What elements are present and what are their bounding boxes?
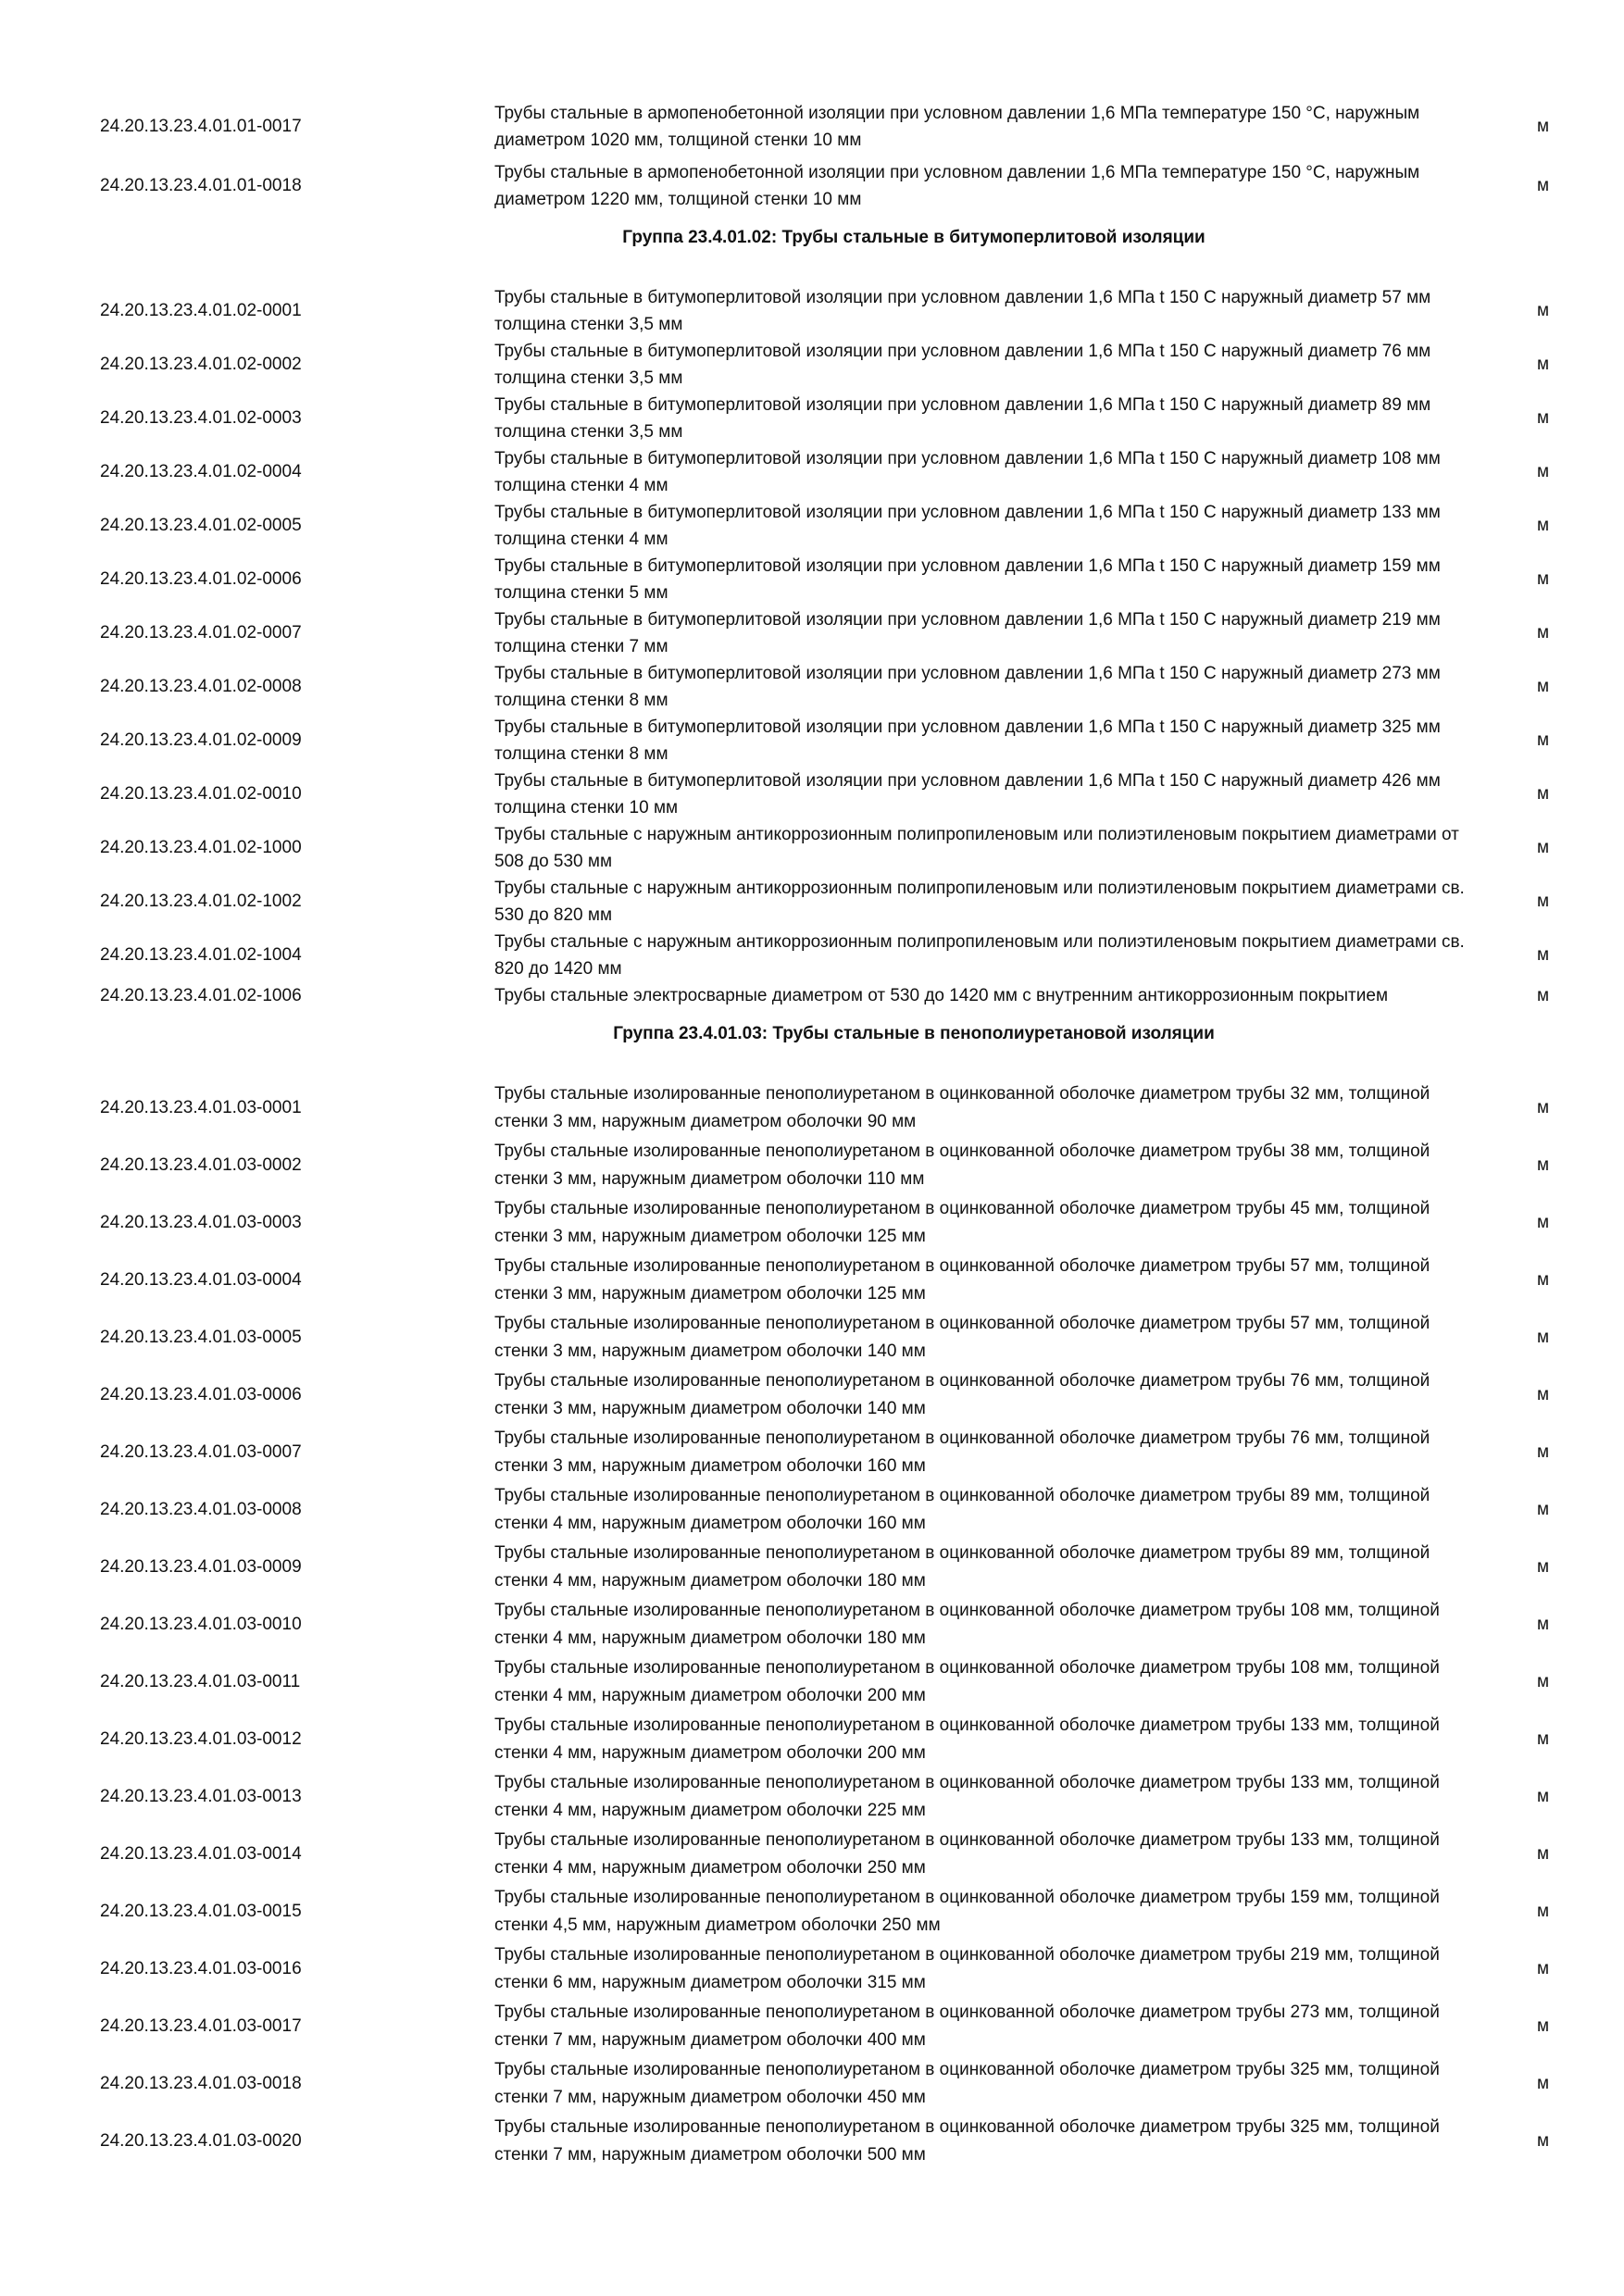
- resource-code: 24.20.13.23.4.01.03-0005: [100, 1327, 302, 1347]
- resource-description: Трубы стальные изолированные пенополиуретаном в оцинкованной оболочке диаметром трубы 219 мм, толщиной стенки 6 мм, наружным диаметром оболочки 315 мм: [494, 1945, 1440, 1992]
- resource-description: Трубы стальные в битумоперлитовой изоляции при условном давлении 1,6 МПа t 150 С наружный диаметр 89 мм толщина стенки 3,5 мм: [494, 395, 1431, 442]
- table-row: [0, 606, 1624, 660]
- table-row: [0, 767, 1624, 821]
- unit-of-measure: м: [1537, 2130, 1550, 2151]
- resource-description: Трубы стальные в армопенобетонной изоляции при условном давлении 1,6 МПа температуре 150 °С, наружным диаметром 1020 мм, толщиной стенки 10 мм: [494, 104, 1420, 150]
- resource-description: Трубы стальные с наружным антикоррозионным полипропиленовым или полиэтиленовым покрытием диаметрами от 508 до 530 мм: [494, 825, 1459, 871]
- section-bitumen-perlite: [0, 284, 1624, 1009]
- table-row: [0, 100, 1624, 154]
- group-heading-bitumen-perlite: Группа 23.4.01.02: Трубы стальные в битумоперлитовой изоляции: [622, 228, 1206, 247]
- resource-code: 24.20.13.23.4.01.03-0018: [100, 2073, 302, 2093]
- resource-description: Трубы стальные в битумоперлитовой изоляции при условном давлении 1,6 МПа t 150 С наружный диаметр 133 мм толщина стенки 4 мм: [494, 503, 1441, 549]
- resource-code: 24.20.13.23.4.01.03-0003: [100, 1212, 302, 1232]
- unit-of-measure: м: [1537, 2073, 1550, 2093]
- unit-of-measure: м: [1537, 945, 1550, 965]
- resource-description: Трубы стальные в битумоперлитовой изоляции при условном давлении 1,6 МПа t 150 С наружный диаметр 108 мм толщина стенки 4 мм: [494, 449, 1441, 495]
- resource-description: Трубы стальные электросварные диаметром от 530 до 1420 мм с внутренним антикоррозионным покрытием: [494, 986, 1389, 1005]
- resource-description: Трубы стальные изолированные пенополиуретаном в оцинкованной оболочке диаметром трубы 76 мм, толщиной стенки 3 мм, наружным диаметром оболочки 140 мм: [494, 1371, 1430, 1418]
- table-row: [0, 1138, 1624, 1192]
- unit-of-measure: м: [1537, 892, 1550, 911]
- table-row: [0, 1080, 1624, 1135]
- table-row: [0, 1712, 1624, 1766]
- unit-of-measure: м: [1537, 1499, 1550, 1519]
- resource-code: 24.20.13.23.4.01.02-1006: [100, 985, 302, 1005]
- table-row: [0, 875, 1624, 929]
- unit-of-measure: м: [1537, 1384, 1550, 1404]
- unit-of-measure: м: [1537, 784, 1550, 804]
- resource-description: Трубы стальные изолированные пенополиуретаном в оцинкованной оболочке диаметром трубы 273 мм, толщиной стенки 7 мм, наружным диаметром оболочки 400 мм: [494, 2003, 1440, 2050]
- unit-of-measure: м: [1537, 569, 1550, 589]
- resource-code: 24.20.13.23.4.01.02-0005: [100, 516, 302, 535]
- table-row: [0, 982, 1624, 1009]
- resource-code: 24.20.13.23.4.01.02-0004: [100, 462, 302, 481]
- unit-of-measure: м: [1537, 1269, 1550, 1290]
- table-row: [0, 1195, 1624, 1250]
- resource-description: Трубы стальные изолированные пенополиуретаном в оцинкованной оболочке диаметром трубы 108 мм, толщиной стенки 4 мм, наружным диаметром оболочки 180 мм: [494, 1601, 1440, 1648]
- unit-of-measure: м: [1537, 516, 1550, 535]
- resource-description: Трубы стальные изолированные пенополиуретаном в оцинкованной оболочке диаметром трубы 108 мм, толщиной стенки 4 мм, наружным диаметром оболочки 200 мм: [494, 1658, 1440, 1705]
- resource-description: Трубы стальные в битумоперлитовой изоляции при условном давлении 1,6 МПа t 150 С наружный диаметр 325 мм толщина стенки 8 мм: [494, 718, 1441, 764]
- resource-description: Трубы стальные изолированные пенополиуретаном в оцинкованной оболочке диаметром трубы 38 мм, толщиной стенки 3 мм, наружным диаметром оболочки 110 мм: [494, 1142, 1430, 1189]
- table-row: [0, 338, 1624, 392]
- unit-of-measure: м: [1537, 462, 1550, 481]
- table-row: [0, 1654, 1624, 1709]
- resource-code: 24.20.13.23.4.01.03-0002: [100, 1154, 302, 1175]
- table-row: [0, 1827, 1624, 1881]
- resource-description: Трубы стальные изолированные пенополиуретаном в оцинкованной оболочке диаметром трубы 89 мм, толщиной стенки 4 мм, наружным диаметром оболочки 180 мм: [494, 1543, 1430, 1591]
- unit-of-measure: м: [1537, 301, 1550, 320]
- table-row: [0, 159, 1624, 213]
- table-row: [0, 284, 1624, 338]
- unit-of-measure: м: [1537, 838, 1550, 857]
- table-row: [0, 392, 1624, 445]
- resource-code: 24.20.13.23.4.01.02-0003: [100, 408, 302, 428]
- table-row: [0, 1253, 1624, 1307]
- price-list: [0, 100, 1624, 2171]
- resource-code: 24.20.13.23.4.01.02-1002: [100, 892, 302, 911]
- table-row: [0, 1367, 1624, 1422]
- unit-of-measure: м: [1537, 985, 1550, 1005]
- resource-code: 24.20.13.23.4.01.03-0008: [100, 1499, 302, 1519]
- resource-description: Трубы стальные в битумоперлитовой изоляции при условном давлении 1,6 МПа t 150 С наружный диаметр 426 мм толщина стенки 10 мм: [494, 771, 1441, 817]
- resource-code: 24.20.13.23.4.01.03-0012: [100, 1728, 302, 1749]
- resource-description: Трубы стальные изолированные пенополиуретаном в оцинкованной оболочке диаметром трубы 45 мм, толщиной стенки 3 мм, наружным диаметром оболочки 125 мм: [494, 1199, 1430, 1246]
- resource-code: 24.20.13.23.4.01.03-0017: [100, 2015, 302, 2036]
- resource-code: 24.20.13.23.4.01.03-0010: [100, 1614, 302, 1634]
- unit-of-measure: м: [1537, 1327, 1550, 1347]
- resource-code: 24.20.13.23.4.01.01-0018: [100, 176, 302, 195]
- resource-description: Трубы стальные в битумоперлитовой изоляции при условном давлении 1,6 МПа t 150 С наружный диаметр 57 мм толщина стенки 3,5 мм: [494, 288, 1431, 334]
- resource-code: 24.20.13.23.4.01.02-0007: [100, 623, 302, 643]
- resource-code: 24.20.13.23.4.01.02-0001: [100, 301, 302, 320]
- table-row: [0, 2114, 1624, 2168]
- unit-of-measure: м: [1537, 1728, 1550, 1749]
- unit-of-measure: м: [1537, 1671, 1550, 1691]
- section-polyurethane-foam: [0, 1080, 1624, 2168]
- unit-of-measure: м: [1537, 730, 1550, 750]
- resource-code: 24.20.13.23.4.01.03-0007: [100, 1441, 302, 1462]
- unit-of-measure: м: [1537, 623, 1550, 643]
- unit-of-measure: м: [1537, 1843, 1550, 1864]
- resource-description: Трубы стальные с наружным антикоррозионным полипропиленовым или полиэтиленовым покрытием диаметрами св. 820 до 1420 мм: [494, 932, 1465, 979]
- resource-code: 24.20.13.23.4.01.02-0006: [100, 569, 302, 589]
- table-row: [0, 1999, 1624, 2053]
- unit-of-measure: м: [1537, 2015, 1550, 2036]
- table-row: [0, 660, 1624, 714]
- unit-of-measure: м: [1537, 408, 1550, 428]
- resource-code: 24.20.13.23.4.01.03-0020: [100, 2130, 302, 2151]
- resource-description: Трубы стальные изолированные пенополиуретаном в оцинкованной оболочке диаметром трубы 133 мм, толщиной стенки 4 мм, наружным диаметром оболочки 200 мм: [494, 1716, 1440, 1763]
- table-row: [0, 1884, 1624, 1939]
- resource-description: Трубы стальные изолированные пенополиуретаном в оцинкованной оболочке диаметром трубы 89 мм, толщиной стенки 4 мм, наружным диаметром оболочки 160 мм: [494, 1486, 1430, 1533]
- resource-description: Трубы стальные в битумоперлитовой изоляции при условном давлении 1,6 МПа t 150 С наружный диаметр 273 мм толщина стенки 8 мм: [494, 664, 1441, 710]
- table-row: [0, 445, 1624, 499]
- resource-description: Трубы стальные изолированные пенополиуретаном в оцинкованной оболочке диаметром трубы 57 мм, толщиной стенки 3 мм, наружным диаметром оболочки 125 мм: [494, 1256, 1430, 1304]
- table-row: [0, 2056, 1624, 2111]
- resource-description: Трубы стальные изолированные пенополиуретаном в оцинкованной оболочке диаметром трубы 76 мм, толщиной стенки 3 мм, наружным диаметром оболочки 160 мм: [494, 1429, 1430, 1476]
- table-row: [0, 929, 1624, 982]
- table-row: [0, 1540, 1624, 1594]
- table-row: [0, 1425, 1624, 1479]
- section-armofoam-concrete: [0, 100, 1624, 213]
- table-row: [0, 714, 1624, 767]
- resource-description: Трубы стальные в битумоперлитовой изоляции при условном давлении 1,6 МПа t 150 С наружный диаметр 76 мм толщина стенки 3,5 мм: [494, 342, 1431, 388]
- resource-code: 24.20.13.23.4.01.03-0006: [100, 1384, 302, 1404]
- unit-of-measure: м: [1537, 355, 1550, 374]
- unit-of-measure: м: [1537, 1556, 1550, 1577]
- unit-of-measure: м: [1537, 1958, 1550, 1978]
- table-row: [0, 1482, 1624, 1537]
- resource-code: 24.20.13.23.4.01.03-0001: [100, 1097, 302, 1117]
- table-row: [0, 553, 1624, 606]
- table-row: [0, 1597, 1624, 1652]
- unit-of-measure: м: [1537, 1786, 1550, 1806]
- resource-code: 24.20.13.23.4.01.03-0014: [100, 1843, 302, 1864]
- resource-code: 24.20.13.23.4.01.02-0008: [100, 677, 302, 696]
- resource-description: Трубы стальные с наружным антикоррозионным полипропиленовым или полиэтиленовым покрытием диаметрами св. 530 до 820 мм: [494, 879, 1465, 925]
- unit-of-measure: м: [1537, 1097, 1550, 1117]
- table-row: [0, 499, 1624, 553]
- resource-code: 24.20.13.23.4.01.03-0013: [100, 1786, 302, 1806]
- resource-description: Трубы стальные изолированные пенополиуретаном в оцинкованной оболочке диаметром трубы 325 мм, толщиной стенки 7 мм, наружным диаметром оболочки 450 мм: [494, 2060, 1440, 2107]
- resource-code: 24.20.13.23.4.01.02-0010: [100, 784, 302, 804]
- resource-code: 24.20.13.23.4.01.03-0004: [100, 1269, 302, 1290]
- unit-of-measure: м: [1537, 1901, 1550, 1921]
- resource-code: 24.20.13.23.4.01.02-0002: [100, 355, 302, 374]
- resource-description: Трубы стальные изолированные пенополиуретаном в оцинкованной оболочке диаметром трубы 325 мм, толщиной стенки 7 мм, наружным диаметром оболочки 500 мм: [494, 2117, 1440, 2165]
- resource-code: 24.20.13.23.4.01.03-0009: [100, 1556, 302, 1577]
- resource-description: Трубы стальные изолированные пенополиуретаном в оцинкованной оболочке диаметром трубы 159 мм, толщиной стенки 4,5 мм, наружным диаметром оболочки 250 мм: [494, 1888, 1440, 1935]
- resource-code: 24.20.13.23.4.01.01-0017: [100, 117, 302, 136]
- table-row: [0, 1769, 1624, 1824]
- unit-of-measure: м: [1537, 117, 1550, 136]
- resource-description: Трубы стальные в битумоперлитовой изоляции при условном давлении 1,6 МПа t 150 С наружный диаметр 219 мм толщина стенки 7 мм: [494, 610, 1441, 656]
- resource-code: 24.20.13.23.4.01.03-0016: [100, 1958, 302, 1978]
- unit-of-measure: м: [1537, 1441, 1550, 1462]
- resource-description: Трубы стальные в армопенобетонной изоляции при условном давлении 1,6 МПа температуре 150 °С, наружным диаметром 1220 мм, толщиной стенки 10 мм: [494, 163, 1420, 209]
- resource-code: 24.20.13.23.4.01.02-1000: [100, 838, 302, 857]
- resource-code: 24.20.13.23.4.01.02-0009: [100, 730, 302, 750]
- unit-of-measure: м: [1537, 1614, 1550, 1634]
- resource-code: 24.20.13.23.4.01.02-1004: [100, 945, 302, 965]
- resource-code: 24.20.13.23.4.01.03-0011: [100, 1671, 301, 1691]
- unit-of-measure: м: [1537, 677, 1550, 696]
- resource-description: Трубы стальные изолированные пенополиуретаном в оцинкованной оболочке диаметром трубы 133 мм, толщиной стенки 4 мм, наружным диаметром оболочки 250 мм: [494, 1830, 1440, 1878]
- unit-of-measure: м: [1537, 1212, 1550, 1232]
- table-row: [0, 1941, 1624, 1996]
- resource-description: Трубы стальные изолированные пенополиуретаном в оцинкованной оболочке диаметром трубы 32 мм, толщиной стенки 3 мм, наружным диаметром оболочки 90 мм: [494, 1084, 1430, 1131]
- table-row: [0, 821, 1624, 875]
- unit-of-measure: м: [1537, 176, 1550, 195]
- group-heading-polyurethane-foam: Группа 23.4.01.03: Трубы стальные в пенополиуретановой изоляции: [613, 1024, 1215, 1043]
- resource-description: Трубы стальные изолированные пенополиуретаном в оцинкованной оболочке диаметром трубы 57 мм, толщиной стенки 3 мм, наружным диаметром оболочки 140 мм: [494, 1314, 1430, 1361]
- resource-description: Трубы стальные в битумоперлитовой изоляции при условном давлении 1,6 МПа t 150 С наружный диаметр 159 мм толщина стенки 5 мм: [494, 556, 1441, 603]
- resource-code: 24.20.13.23.4.01.03-0015: [100, 1901, 302, 1921]
- unit-of-measure: м: [1537, 1154, 1550, 1175]
- table-row: [0, 1310, 1624, 1365]
- resource-description: Трубы стальные изолированные пенополиуретаном в оцинкованной оболочке диаметром трубы 133 мм, толщиной стенки 4 мм, наружным диаметром оболочки 225 мм: [494, 1773, 1440, 1820]
